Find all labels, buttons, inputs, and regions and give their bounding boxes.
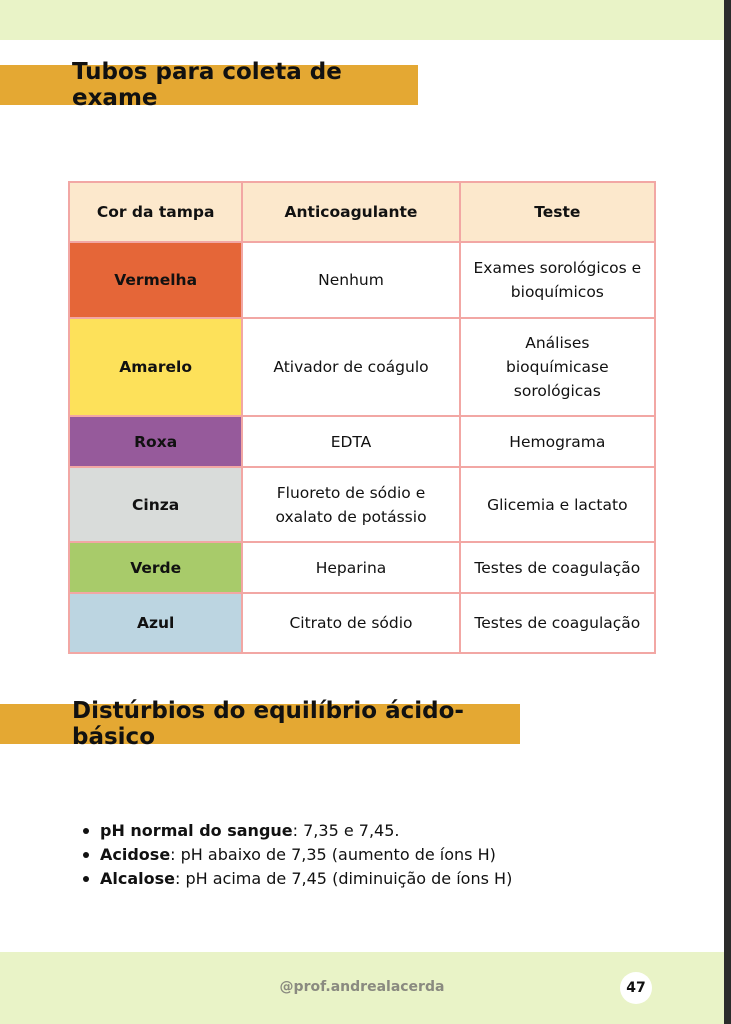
cap-color-cell: Vermelha: [69, 242, 242, 318]
test-line: bioquímicase: [506, 358, 609, 376]
test-cell: [460, 542, 655, 593]
anticoagulant-line: Fluoreto de sódio e: [276, 483, 426, 502]
anticoagulant-cell: EDTA: [242, 416, 459, 467]
author-handle: @prof.andrealacerda: [279, 979, 445, 995]
cap-color-cell: Roxa: [69, 416, 242, 467]
test-line: sorológicas: [513, 382, 601, 400]
cap-color-cell: Amarelo: [69, 318, 242, 416]
cap-color-cell: Cinza: [69, 467, 242, 542]
anticoagulant-cell: Ativador de coágulo: [242, 318, 459, 416]
test-cell: [460, 593, 655, 653]
test-line: bioquímicos: [510, 283, 604, 301]
test-line: Glicemia e lactato: [487, 495, 628, 514]
bullet-icon: [83, 876, 89, 882]
table-row: [69, 416, 655, 467]
anticoagulant-cell: Heparina: [242, 542, 459, 593]
fact-text: : 7,35 e 7,45.: [292, 821, 400, 840]
test-cell: [460, 467, 655, 542]
test-cell: [460, 416, 655, 467]
header-cap-color: Cor da tampa: [69, 182, 242, 242]
fact-term: Alcalose: [100, 869, 175, 888]
section-title-acid-base: Distúrbios do equilíbrio ácido-básico: [0, 704, 520, 744]
list-item: [100, 867, 512, 891]
table-row: [69, 318, 655, 416]
page-number: 47: [620, 972, 652, 1004]
table-row: [69, 242, 655, 318]
top-band: [0, 0, 724, 40]
page-edge: [724, 0, 731, 1024]
fact-term: pH normal do sangue: [100, 821, 293, 840]
bullet-icon: [83, 852, 89, 858]
test-line: Hemograma: [509, 432, 606, 451]
test-line: Testes de coagulação: [474, 614, 641, 632]
anticoagulant-cell: Nenhum: [242, 242, 459, 318]
bullet-icon: [83, 828, 89, 834]
fact-text: : pH acima de 7,45 (diminuição de íons H): [175, 869, 513, 888]
footer: [0, 952, 724, 1024]
test-cell: [460, 242, 655, 318]
test-line: Análises: [525, 334, 590, 352]
fact-text: : pH abaixo de 7,35 (aumento de íons H): [170, 845, 496, 864]
test-line: Testes de coagulação: [474, 558, 641, 577]
anticoagulant-cell: [242, 467, 459, 542]
table-header-row: [69, 182, 655, 242]
cap-color-cell: Azul: [69, 593, 242, 653]
facts-list: [78, 819, 512, 891]
fact-term: Acidose: [100, 845, 171, 864]
table-row: [69, 467, 655, 542]
test-line: Exames sorológicos e: [473, 259, 642, 277]
anticoagulant-cell: Citrato de sódio: [242, 593, 459, 653]
header-test: Teste: [460, 182, 655, 242]
cap-color-cell: Verde: [69, 542, 242, 593]
test-cell: [460, 318, 655, 416]
header-anticoagulant: Anticoagulante: [242, 182, 459, 242]
table-row: [69, 542, 655, 593]
tubes-table: [68, 181, 656, 654]
section-title-tubes: Tubos para coleta de exame: [0, 65, 418, 105]
table-row: [69, 593, 655, 653]
anticoagulant-line: oxalato de potássio: [275, 507, 427, 526]
list-item: [100, 819, 512, 843]
list-item: [100, 843, 512, 867]
